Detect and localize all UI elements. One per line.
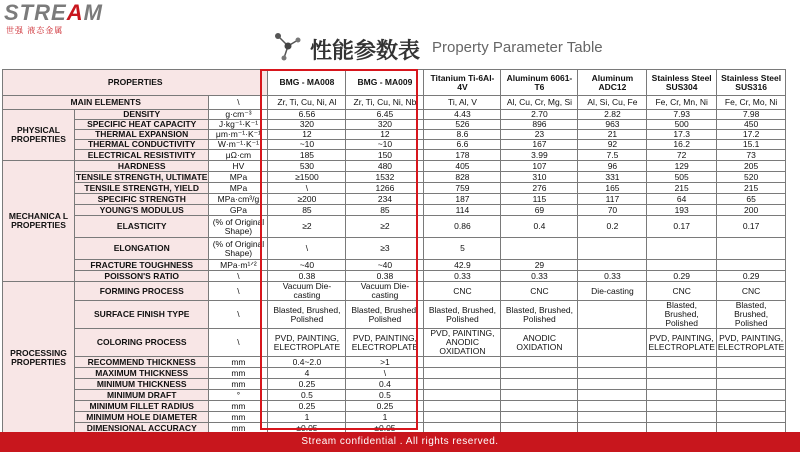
value-cell: Zr, Ti, Cu, Ni, Nb (346, 96, 424, 110)
value-cell (501, 390, 578, 401)
value-cell: 12 (346, 130, 424, 140)
value-cell: 759 (424, 183, 501, 194)
value-cell: 500 (647, 120, 716, 130)
table-row (3, 412, 786, 423)
value-cell: 15.1 (716, 140, 785, 150)
value-cell (578, 390, 647, 401)
value-cell (647, 412, 716, 423)
value-cell (647, 368, 716, 379)
header-material: Stainless Steel SUS316 (716, 70, 785, 96)
value-cell (647, 379, 716, 390)
table-row (3, 329, 786, 357)
table-body (3, 70, 786, 434)
value-cell: 505 (647, 172, 716, 183)
unit-cell: MPa·cm³/g (209, 194, 268, 205)
value-cell: CNC (647, 282, 716, 301)
value-cell: 129 (647, 161, 716, 172)
title-chinese: 性能参数表 (310, 39, 421, 64)
property-name: SPECIFIC HEAT CAPACITY (75, 120, 209, 130)
value-cell: 4 (268, 368, 346, 379)
value-cell: 828 (424, 172, 501, 183)
value-cell (578, 379, 647, 390)
value-cell (578, 401, 647, 412)
value-cell: 963 (578, 120, 647, 130)
value-cell: 187 (424, 194, 501, 205)
unit-cell: (% of Original Shape) (209, 216, 268, 238)
value-cell: CNC (424, 282, 501, 301)
value-cell (501, 379, 578, 390)
stream-logo (4, 2, 124, 36)
value-cell (424, 390, 501, 401)
unit-cell: μm·m⁻¹·K⁻¹ (209, 130, 268, 140)
property-name: MINIMUM HOLE DIAMETER (75, 412, 209, 423)
value-cell: ~40 (268, 260, 346, 271)
value-cell: 331 (578, 172, 647, 183)
value-cell (578, 329, 647, 357)
property-name: HARDNESS (75, 161, 209, 172)
value-cell: 310 (501, 172, 578, 183)
value-cell: ~10 (346, 140, 424, 150)
unit-cell: \ (209, 96, 268, 110)
property-name: POISSON'S RATIO (75, 271, 209, 282)
value-cell: 0.25 (268, 401, 346, 412)
value-cell (716, 379, 785, 390)
value-cell: 29 (501, 260, 578, 271)
molecule-icon (272, 30, 304, 62)
value-cell: 0.38 (346, 271, 424, 282)
value-cell: 0.33 (501, 271, 578, 282)
value-cell: 42.9 (424, 260, 501, 271)
property-name: DIMENSIONAL ACCURACY (75, 423, 209, 434)
value-cell: PVD, PAINTING, ELECTROPLATE (716, 329, 785, 357)
value-cell: ±0.05 (268, 423, 346, 434)
header-properties: PROPERTIES (3, 70, 268, 96)
value-cell: ≥200 (268, 194, 346, 205)
value-cell: 4.43 (424, 110, 501, 120)
table-row (3, 183, 786, 194)
value-cell: 17.2 (716, 130, 785, 140)
value-cell: 6.45 (346, 110, 424, 120)
value-cell (716, 412, 785, 423)
value-cell: Vacuum Die-casting (346, 282, 424, 301)
value-cell (578, 412, 647, 423)
value-cell (716, 368, 785, 379)
value-cell: 215 (647, 183, 716, 194)
value-cell: 65 (716, 194, 785, 205)
category-label: MECHANICA L PROPERTIES (3, 161, 75, 282)
unit-cell: mm (209, 412, 268, 423)
value-cell: 0.17 (716, 216, 785, 238)
header-material: Stainless Steel SUS304 (647, 70, 716, 96)
value-cell: 0.17 (647, 216, 716, 238)
title-english: Property Parameter Table (432, 39, 603, 56)
table-row (3, 260, 786, 271)
value-cell: Al, Cu, Cr, Mg, Si (501, 96, 578, 110)
property-name: THERMAL EXPANSION (75, 130, 209, 140)
property-name: SURFACE FINISH TYPE (75, 301, 209, 329)
value-cell: Vacuum Die-casting (268, 282, 346, 301)
value-cell: 7.98 (716, 110, 785, 120)
value-cell: Ti, Al, V (424, 96, 501, 110)
value-cell: 0.29 (647, 271, 716, 282)
value-cell: CNC (716, 282, 785, 301)
value-cell: 85 (268, 205, 346, 216)
value-cell: 276 (501, 183, 578, 194)
table-row (3, 96, 786, 110)
value-cell (647, 390, 716, 401)
category-label: PHYSICAL PROPERTIES (3, 110, 75, 161)
value-cell (578, 260, 647, 271)
table-row (3, 130, 786, 140)
property-name: MAXIMUM THICKNESS (75, 368, 209, 379)
value-cell: Blasted, Brushed, Polished (268, 301, 346, 329)
page-title (272, 26, 692, 66)
value-cell: Fe, Cr, Mo, Ni (716, 96, 785, 110)
value-cell: \ (268, 183, 346, 194)
table-row (3, 110, 786, 120)
value-cell (501, 412, 578, 423)
value-cell: Blasted, Brushed, Polished (501, 301, 578, 329)
value-cell: 0.38 (268, 271, 346, 282)
value-cell: >1 (346, 357, 424, 368)
value-cell (716, 238, 785, 260)
value-cell: 72 (647, 150, 716, 161)
property-name: ELONGATION (75, 238, 209, 260)
value-cell: Zr, Ti, Cu, Ni, Al (268, 96, 346, 110)
value-cell: 896 (501, 120, 578, 130)
unit-cell: \ (209, 282, 268, 301)
value-cell (501, 357, 578, 368)
logo-subtitle: 世强 液态金属 (6, 26, 64, 35)
value-cell: 205 (716, 161, 785, 172)
value-cell: 0.4~2.0 (268, 357, 346, 368)
table-row (3, 301, 786, 329)
value-cell: 6.56 (268, 110, 346, 120)
property-name: YOUNG'S MODULUS (75, 205, 209, 216)
value-cell: 0.5 (346, 390, 424, 401)
value-cell: 64 (647, 194, 716, 205)
value-cell: PVD, PAINTING, ELECTROPLATE (268, 329, 346, 357)
value-cell (647, 238, 716, 260)
unit-cell: MPa (209, 183, 268, 194)
value-cell (716, 401, 785, 412)
value-cell: 73 (716, 150, 785, 161)
logo-wordmark: STREAM (4, 0, 103, 25)
value-cell: 2.70 (501, 110, 578, 120)
unit-cell: W·m⁻¹·K⁻¹ (209, 140, 268, 150)
unit-cell: (% of Original Shape) (209, 238, 268, 260)
table-row (3, 238, 786, 260)
value-cell: 0.5 (268, 390, 346, 401)
header-material: Titanium Ti-6Al-4V (424, 70, 501, 96)
value-cell: ≥1500 (268, 172, 346, 183)
table-row (3, 379, 786, 390)
value-cell: Al, Si, Cu, Fe (578, 96, 647, 110)
unit-cell: mm (209, 368, 268, 379)
table-row (3, 161, 786, 172)
table-row (3, 120, 786, 130)
value-cell (716, 390, 785, 401)
value-cell: \ (346, 368, 424, 379)
value-cell: 520 (716, 172, 785, 183)
category-label: PROCESSING PROPERTIES (3, 282, 75, 434)
value-cell: 405 (424, 161, 501, 172)
unit-cell: GPa (209, 205, 268, 216)
value-cell: 69 (501, 205, 578, 216)
footer-bar: Stream confidential . All rights reserved. (0, 432, 800, 452)
value-cell: ~10 (268, 140, 346, 150)
property-name: RECOMMEND THICKNESS (75, 357, 209, 368)
value-cell: 450 (716, 120, 785, 130)
header-material: BMG - MA009 (346, 70, 424, 96)
value-cell: PVD, PAINTING, ELECTROPLATE (346, 329, 424, 357)
value-cell: ≥2 (268, 216, 346, 238)
property-name: THERMAL CONDUCTIVITY (75, 140, 209, 150)
value-cell: 1532 (346, 172, 424, 183)
value-cell: 5 (424, 238, 501, 260)
value-cell: CNC (501, 282, 578, 301)
value-cell: 0.2 (578, 216, 647, 238)
table-row (3, 368, 786, 379)
unit-cell: ° (209, 390, 268, 401)
table-row (3, 401, 786, 412)
value-cell (578, 357, 647, 368)
value-cell (716, 260, 785, 271)
value-cell: 107 (501, 161, 578, 172)
value-cell (647, 357, 716, 368)
unit-cell: HV (209, 161, 268, 172)
value-cell: 193 (647, 205, 716, 216)
header-material: Aluminum ADC12 (578, 70, 647, 96)
property-name: SPECIFIC STRENGTH (75, 194, 209, 205)
value-cell (424, 379, 501, 390)
value-cell: 1266 (346, 183, 424, 194)
header-material: BMG - MA008 (268, 70, 346, 96)
unit-cell: mm (209, 423, 268, 434)
value-cell: 12 (268, 130, 346, 140)
value-cell (501, 401, 578, 412)
value-cell: ANODIC OXIDATION (501, 329, 578, 357)
value-cell: PVD, PAINTING, ANODIC OXIDATION (424, 329, 501, 357)
header-material: Aluminum 6061-T6 (501, 70, 578, 96)
value-cell: 0.29 (716, 271, 785, 282)
value-cell: 0.33 (578, 271, 647, 282)
unit-cell: MPa·m¹ᐟ² (209, 260, 268, 271)
value-cell: ≥2 (346, 216, 424, 238)
value-cell (716, 357, 785, 368)
value-cell: 6.6 (424, 140, 501, 150)
value-cell: 7.5 (578, 150, 647, 161)
property-name: DENSITY (75, 110, 209, 120)
property-name: FORMING PROCESS (75, 282, 209, 301)
value-cell: 178 (424, 150, 501, 161)
value-cell: Blasted, Brushed, Polished (647, 301, 716, 329)
value-cell: 96 (578, 161, 647, 172)
property-name: MINIMUM THICKNESS (75, 379, 209, 390)
value-cell: 234 (346, 194, 424, 205)
value-cell: Blasted, Brushed, Polished (346, 301, 424, 329)
value-cell (424, 401, 501, 412)
table-row (3, 172, 786, 183)
value-cell: 8.6 (424, 130, 501, 140)
value-cell: 2.82 (578, 110, 647, 120)
value-cell: 85 (346, 205, 424, 216)
table-row (3, 282, 786, 301)
value-cell: 0.33 (424, 271, 501, 282)
property-name: MINIMUM DRAFT (75, 390, 209, 401)
value-cell (578, 301, 647, 329)
property-name: MINIMUM FILLET RADIUS (75, 401, 209, 412)
value-cell: 0.25 (268, 379, 346, 390)
value-cell (647, 401, 716, 412)
value-cell: 150 (346, 150, 424, 161)
property-name: ELECTRICAL RESISTIVITY (75, 150, 209, 161)
table-row (3, 216, 786, 238)
value-cell: \ (268, 238, 346, 260)
value-cell: 7.93 (647, 110, 716, 120)
property-name: TENSILE STRENGTH, ULTIMATE (76, 171, 208, 182)
value-cell: 167 (501, 140, 578, 150)
table-row (3, 271, 786, 282)
unit-cell: J·kg⁻¹·K⁻¹ (209, 120, 268, 130)
value-cell: 480 (346, 161, 424, 172)
property-name: TENSILE STRENGTH, YIELD (75, 183, 209, 194)
value-cell: PVD, PAINTING, ELECTROPLATE (647, 329, 716, 357)
value-cell: 115 (501, 194, 578, 205)
property-name: COLORING PROCESS (75, 329, 209, 357)
unit-cell: \ (209, 301, 268, 329)
property-name: FRACTURE TOUGHNESS (75, 260, 209, 271)
value-cell: 530 (268, 161, 346, 172)
value-cell (647, 260, 716, 271)
value-cell: ≥3 (346, 238, 424, 260)
value-cell: ±0.05 (346, 423, 424, 434)
value-cell (424, 357, 501, 368)
value-cell: 16.2 (647, 140, 716, 150)
value-cell: Blasted, Brushed, Polished (424, 301, 501, 329)
value-cell: 1 (268, 412, 346, 423)
table-row (3, 205, 786, 216)
value-cell: 92 (578, 140, 647, 150)
value-cell: 200 (716, 205, 785, 216)
unit-cell: mm (209, 379, 268, 390)
value-cell: 3.99 (501, 150, 578, 161)
value-cell (501, 238, 578, 260)
value-cell: 165 (578, 183, 647, 194)
value-cell: 23 (501, 130, 578, 140)
value-cell: 114 (424, 205, 501, 216)
value-cell: 0.4 (346, 379, 424, 390)
unit-cell: MPa (209, 172, 268, 183)
value-cell: 70 (578, 205, 647, 216)
header-row (3, 70, 786, 96)
unit-cell: g·cm⁻³ (209, 110, 268, 120)
value-cell: 0.25 (346, 401, 424, 412)
value-cell (578, 368, 647, 379)
property-table (2, 69, 786, 434)
unit-cell: \ (209, 329, 268, 357)
value-cell: 526 (424, 120, 501, 130)
value-cell: 1 (346, 412, 424, 423)
value-cell (424, 368, 501, 379)
value-cell: 21 (578, 130, 647, 140)
value-cell (424, 412, 501, 423)
value-cell: 0.86 (424, 216, 501, 238)
table-row (3, 390, 786, 401)
value-cell (501, 368, 578, 379)
unit-cell: \ (209, 271, 268, 282)
property-name: ELASTICITY (75, 216, 209, 238)
value-cell: Blasted, Brushed, Polished (716, 301, 785, 329)
value-cell (578, 238, 647, 260)
value-cell: 320 (346, 120, 424, 130)
unit-cell: mm (209, 401, 268, 412)
value-cell: Die-casting (578, 282, 647, 301)
table-row (3, 150, 786, 161)
unit-cell: mm (209, 357, 268, 368)
unit-cell: μΩ·cm (209, 150, 268, 161)
table-row (3, 140, 786, 150)
value-cell: Fe, Cr, Mn, Ni (647, 96, 716, 110)
property-name: MAIN ELEMENTS (3, 96, 209, 110)
value-cell: 320 (268, 120, 346, 130)
value-cell: 185 (268, 150, 346, 161)
value-cell: 17.3 (647, 130, 716, 140)
value-cell: ~40 (346, 260, 424, 271)
table-row (3, 194, 786, 205)
table-row (3, 357, 786, 368)
value-cell: 215 (716, 183, 785, 194)
value-cell: 0.4 (501, 216, 578, 238)
value-cell: 117 (578, 194, 647, 205)
